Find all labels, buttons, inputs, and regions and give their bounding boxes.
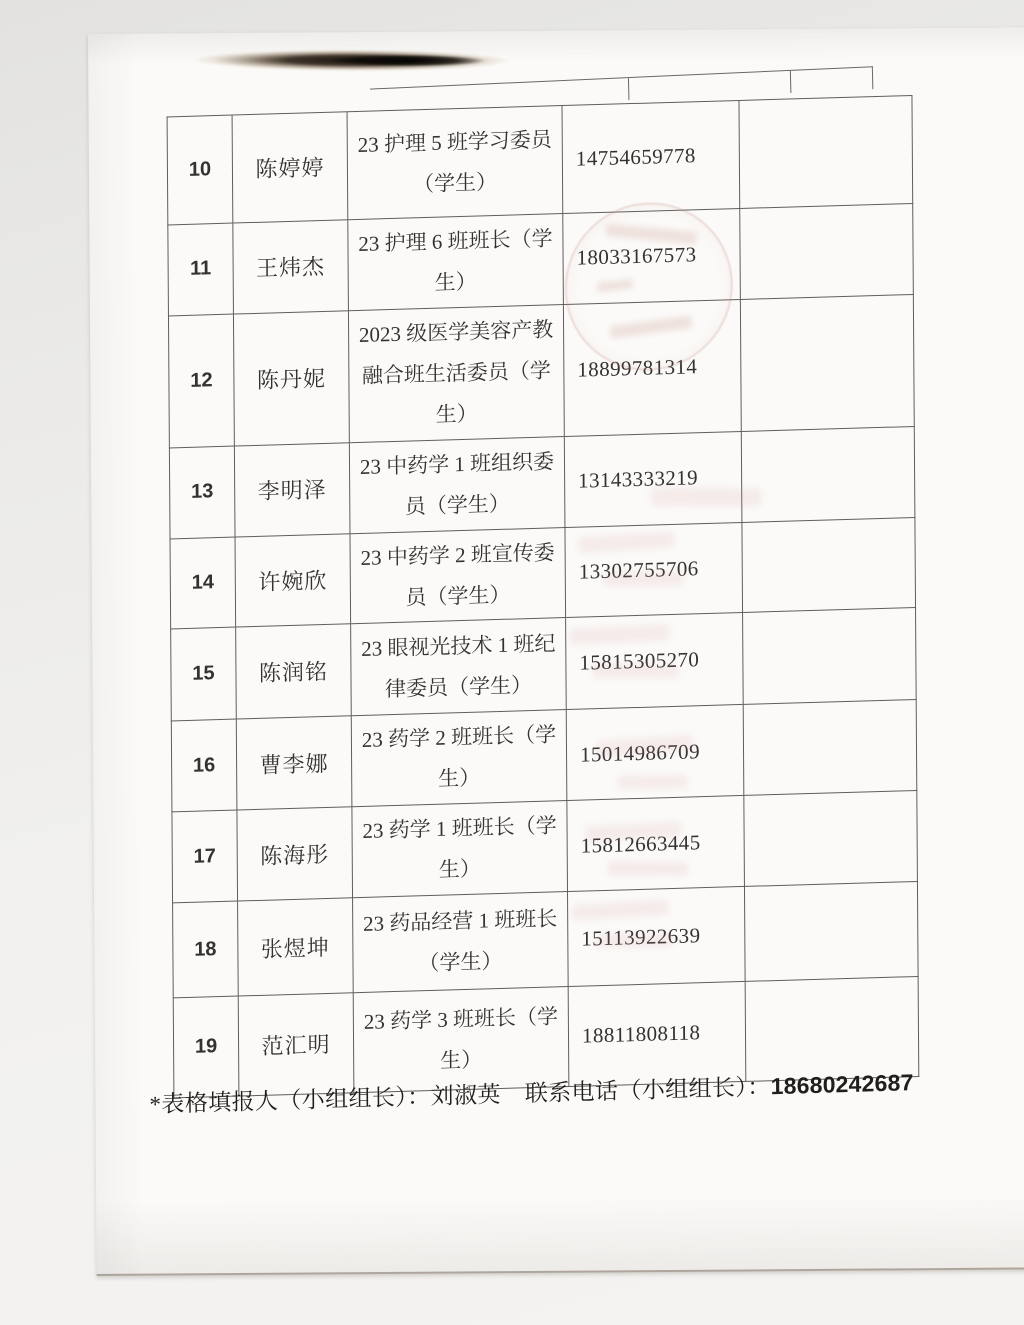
position-cell: 23 药品经营 1 班班长（学生） <box>353 892 569 993</box>
name-cell: 王炜杰 <box>233 220 349 314</box>
table-row <box>168 294 914 447</box>
name-cell: 张煜坤 <box>238 898 354 996</box>
bleedthrough-marks <box>88 8 1024 35</box>
table-row <box>167 95 913 224</box>
row-number-cell: 17 <box>172 810 238 903</box>
position-cell: 23 药学 2 班班长（学生） <box>351 710 567 807</box>
note-cell <box>740 294 914 431</box>
phone-cell: 15815305270 <box>566 613 744 710</box>
position-cell: 23 药学 1 班班长（学生） <box>352 801 568 898</box>
paper-sheet <box>88 27 1024 1276</box>
row-number-cell: 15 <box>171 627 237 721</box>
name-cell: 陈丹妮 <box>233 311 349 446</box>
row-number-cell: 10 <box>167 115 233 225</box>
row-number-cell: 19 <box>173 996 239 1098</box>
position-cell: 23 护理 5 班学习委员（学生） <box>347 106 563 220</box>
position-cell: 23 中药学 2 班宣传委员（学生） <box>350 527 566 624</box>
note-cell <box>739 95 913 208</box>
bleed-mark <box>617 775 687 789</box>
name-cell: 李明泽 <box>234 442 350 536</box>
note-cell <box>741 426 915 522</box>
row-number-cell: 14 <box>170 537 236 630</box>
footer-filler-label: *表格填报人（小组组长）： <box>149 1084 431 1118</box>
note-cell <box>742 517 916 613</box>
phone-cell: 18811808118 <box>568 982 746 1087</box>
position-cell: 23 药学 3 班班长（学生） <box>353 987 569 1093</box>
bleed-mark <box>651 488 761 507</box>
partial-row-divider <box>790 71 792 93</box>
bleed-mark <box>592 664 678 679</box>
phone-cell: 15113922639 <box>567 887 745 987</box>
row-number-cell: 11 <box>168 223 234 316</box>
note-cell <box>743 608 917 705</box>
row-number-cell: 12 <box>168 314 234 448</box>
note-cell <box>740 203 914 299</box>
stamp-text-mark <box>596 279 633 293</box>
note-cell <box>744 791 918 887</box>
partial-row-divider <box>628 78 630 100</box>
position-cell: 23 护理 6 班班长（学生） <box>348 214 564 311</box>
footer-contact-phone: 18680242687 <box>770 1069 914 1100</box>
name-cell: 陈婷婷 <box>232 112 348 223</box>
phone-cell: 15014986709 <box>566 705 744 801</box>
position-cell: 23 眼视光技术 1 班纪律委员（学生） <box>351 618 567 716</box>
name-cell: 陈海彤 <box>237 807 353 901</box>
contact-table <box>167 95 920 1099</box>
name-cell: 陈润铭 <box>236 624 352 719</box>
note-cell <box>743 700 917 796</box>
footer-spacer <box>501 1101 525 1102</box>
footer-contact-label: 联系电话（小组组长）： <box>524 1074 771 1107</box>
name-cell: 范汇明 <box>238 993 354 1096</box>
row-number-cell: 16 <box>171 719 237 812</box>
bleed-mark <box>604 571 684 586</box>
phone-cell: 13143333219 <box>564 431 742 527</box>
bleed-mark <box>608 861 688 875</box>
name-cell: 许婉欣 <box>235 533 351 627</box>
stamp-text-mark <box>605 223 698 245</box>
phone-cell: 13302755706 <box>565 522 743 618</box>
footer-filler-name: 刘淑英 <box>430 1082 501 1110</box>
phone-cell: 18033167573 <box>563 208 741 304</box>
tilted-content <box>88 8 1024 1275</box>
bleed-mark <box>596 934 672 948</box>
stamp-text-mark <box>609 316 692 340</box>
phone-cell: 14754659778 <box>562 100 740 213</box>
note-cell <box>744 882 918 982</box>
row-number-cell: 13 <box>169 446 235 539</box>
position-cell: 2023 级医学美容产教融合班生活委员（学生） <box>348 304 564 442</box>
phone-cell: 18899781314 <box>563 299 741 436</box>
row-number-cell: 18 <box>173 901 239 998</box>
position-cell: 23 中药学 1 班组织委员（学生） <box>349 436 565 533</box>
phone-cell: 15812663445 <box>567 796 745 892</box>
name-cell: 曹李娜 <box>236 716 352 810</box>
